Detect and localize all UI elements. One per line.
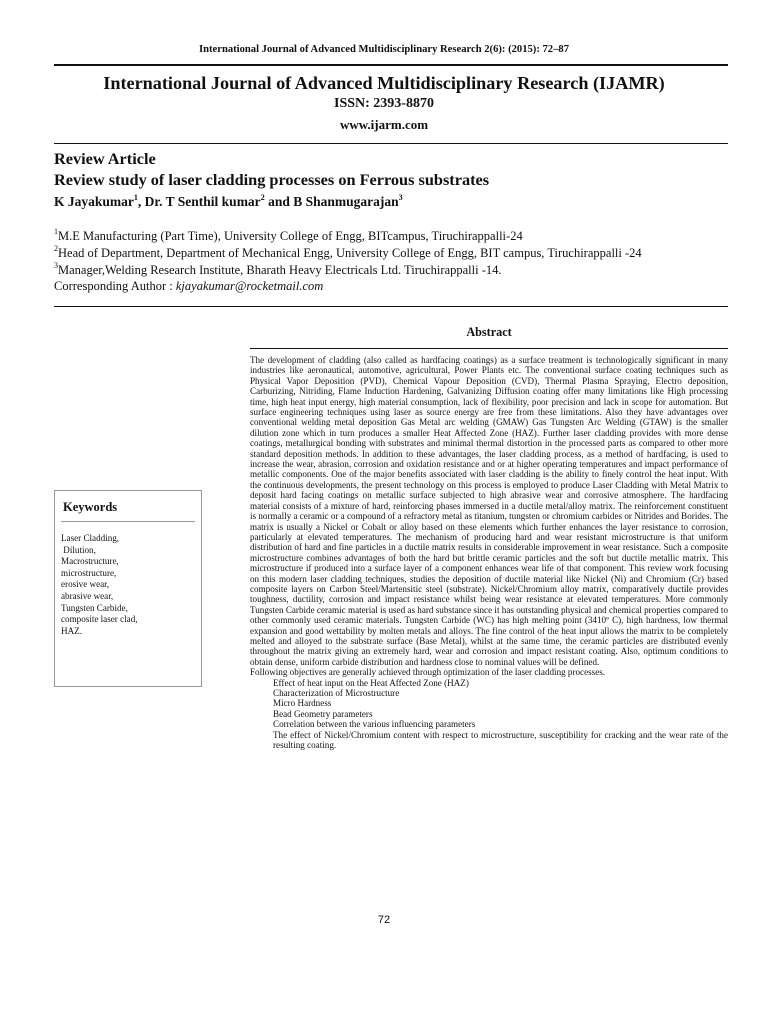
objective-item: Characterization of Microstructure (273, 688, 400, 698)
affiliation (54, 246, 642, 261)
author-separator: , (137, 194, 145, 209)
keyword-item: microstructure, (61, 567, 117, 578)
keyword-item: HAZ. (61, 625, 82, 636)
keywords-rule (61, 521, 195, 522)
keyword-item: Macrostructure, (61, 556, 119, 567)
abstract-paragraph: The development of cladding (also called as hardfacing coatings) as a surface treatment is technologically significant in many industries like aeronautical, automotive, agricultural, Power Plants etc. The conventional surface coating techniques such as Physical Vapor Deposition (PVD), Chemical Vapour Deposition (CVD), Thermal Plasma Spraying, Electro deposition, Carburizing, Nitriding, Flame Induction Hardening, Galvanizing Diffusion coating offer many limitations like High processing time, high heat input energy, high material consumption, lack of flexibility, poor precision and lack in scope for automation. But surface engineering techniques using laser as source energy are free from these limitations. Also they have advantages over conventional welding metal deposition Gas Metal arc welding (GMAW) Gas Tungsten Arc Welding (GTAW) is the smaller dilution zone which in turn produces a smaller Heat Affected Zone (HAZ). Further laser cladding provides with more dense coatings, metallurgical bonding with substrates and minimal thermal distortion in the processed parts as compared to other more standard deposition methods. In addition to these advantages, the laser cladding process, as a method of hardfacing, is used to increase the wear, abrasion, corrosion and oxidation resistance and or at higher operating temperatures and impact performance of metallic components. One of the major benefits associated with laser cladding is the ability to finely control the heat input. With the continuous developments, the present technology on this process is employed to produce Laser Cladding with Metal Matrix to deposit hard facing coatings on metallic surface subjected to high abrasive wear and corrosive atmosphere. The hardfacing material consists of a mixture of hard, reinforcing phases immersed in a ductile metal/alloy matrix. The reinforcement constituent is normally a ceramic or a compound of a refractory metal as titanium, tungsten or chromium carbides or Nitrides and Borides. The matrix is usually a Nickel or Cobalt or alloy based on these elements which further enhances the layer resistance to corrosion, particularly at elevated temperatures. The mechanism of producing hard and wear resistant microstructure is that uniform distribution of hard and fine particles in a ductile matrix results in considerable improvement in wear resistance. Such a composite microstructure combines advantages of both the hard but brittle ceramic particles and the soft but ductile metallic matrix. This microstructure if produced into a surface layer of a component enhances wear life of that component. This review work focusing on this modern laser cladding techniques, studies the deposition of ductile material like Nickel (Ni) and Chromium (Cr) based composite layers on Carbon Steel/Martensitic steel (substrate). Nickel/Chromium alloy matrix, comparatively ductile provides toughness, ductility, corrosion and impact resistance whilst being wear resistance at elevated temperatures. More commonly Tungsten Carbide ceramic material is used as hard substance since it has outstanding physical and chemical properties compared to other commonly used ceramic materials. Tungsten Carbide (WC) has high melting point (3410º C), high hardness, low thermal expansion and good wettability by molten metals and alloys. The fine control of the heat input allows the matrix to be completely melted and alloyed to the substrate surface (Base Metal), whilst at the same time, the ceramic particles are distributed evenly throughout the matrix giving an extremely hard, wear and corrosion and impact resistant coating. Also, optimum conditions to obtain dense, uniform carbide distribution and hardness close to nominal values will be defined. (250, 355, 728, 667)
keyword-item: erosive wear, (61, 579, 110, 590)
abstract-heading: Abstract (466, 325, 512, 339)
page-number: 72 (377, 914, 391, 926)
section-rule (54, 306, 728, 307)
keyword-item: Tungsten Carbide, (61, 602, 128, 613)
author-affiliation-marker: 1 (133, 193, 138, 202)
author-list (54, 194, 403, 210)
affiliation-marker: 3 (54, 261, 58, 270)
affiliation-text: Head of Department, Department of Mechanical Engg, University College of Engg, BIT campus, Tiruchirappalli -24 (58, 246, 642, 260)
keyword-item: abrasive wear, (61, 590, 114, 601)
affiliation (54, 263, 502, 278)
author-affiliation-marker: 2 (260, 193, 265, 202)
keywords-list (61, 533, 138, 637)
abstract-body (250, 355, 728, 750)
affiliation-text: M.E Manufacturing (Part Time), University College of Engg, BITcampus, Tiruchirappalli-24 (58, 229, 523, 243)
objective-item: The effect of Nickel/Chromium content with respect to microstructure, susceptibility for cracking and the wear rate of the resulting coating. (273, 729, 728, 751)
author-name: K Jayakumar (54, 194, 134, 209)
author-name: B Shanmugarajan (293, 194, 399, 209)
objective-item: Effect of heat input on the Heat Affected Zone (HAZ) (273, 677, 469, 688)
objective-item: Micro Hardness (273, 698, 332, 709)
author-separator: and (264, 194, 294, 209)
author-name: Dr. T Senthil kumar (144, 194, 261, 209)
article-type: Review Article (54, 149, 156, 168)
keyword-item: Laser Cladding, (61, 533, 120, 543)
author-affiliation-marker: 3 (398, 193, 403, 202)
objective-item: Correlation between the various influencing parameters (273, 719, 476, 730)
keywords-heading: Keywords (63, 500, 118, 514)
issn: ISSN: 2393-8870 (334, 96, 434, 111)
affiliation-marker: 1 (54, 227, 58, 236)
corresponding-email[interactable]: kjayakumar@rocketmail.com (175, 279, 324, 293)
affiliation-text: Manager,Welding Research Institute, Bharath Heavy Electricals Ltd. Tiruchirappalli -14. (58, 263, 502, 277)
objective-item: Bead Geometry parameters (273, 708, 373, 719)
title-rule (54, 143, 728, 144)
journal-website[interactable]: www.ijarm.com (339, 117, 429, 132)
objectives-intro: Following objectives are generally achieved through optimization of the laser cladding processes. (250, 667, 606, 678)
affiliation (54, 229, 523, 244)
running-header: International Journal of Advanced Multidisciplinary Research 2(6): (2015): 72–87 (199, 44, 569, 55)
keyword-item: composite laser clad, (61, 614, 138, 625)
paper-title: Review study of laser cladding processes on Ferrous substrates (54, 170, 490, 189)
affiliation-marker: 2 (54, 244, 58, 253)
journal-title: International Journal of Advanced Multidisciplinary Research (IJAMR) (103, 73, 665, 93)
keyword-item: Dilution, (61, 544, 96, 555)
corresponding-author (54, 279, 323, 294)
header-rule (54, 64, 728, 66)
abstract-rule (250, 348, 728, 349)
corresponding-label: Corresponding Author : (54, 279, 176, 293)
objectives-list (250, 678, 728, 751)
keywords-box (54, 490, 202, 687)
